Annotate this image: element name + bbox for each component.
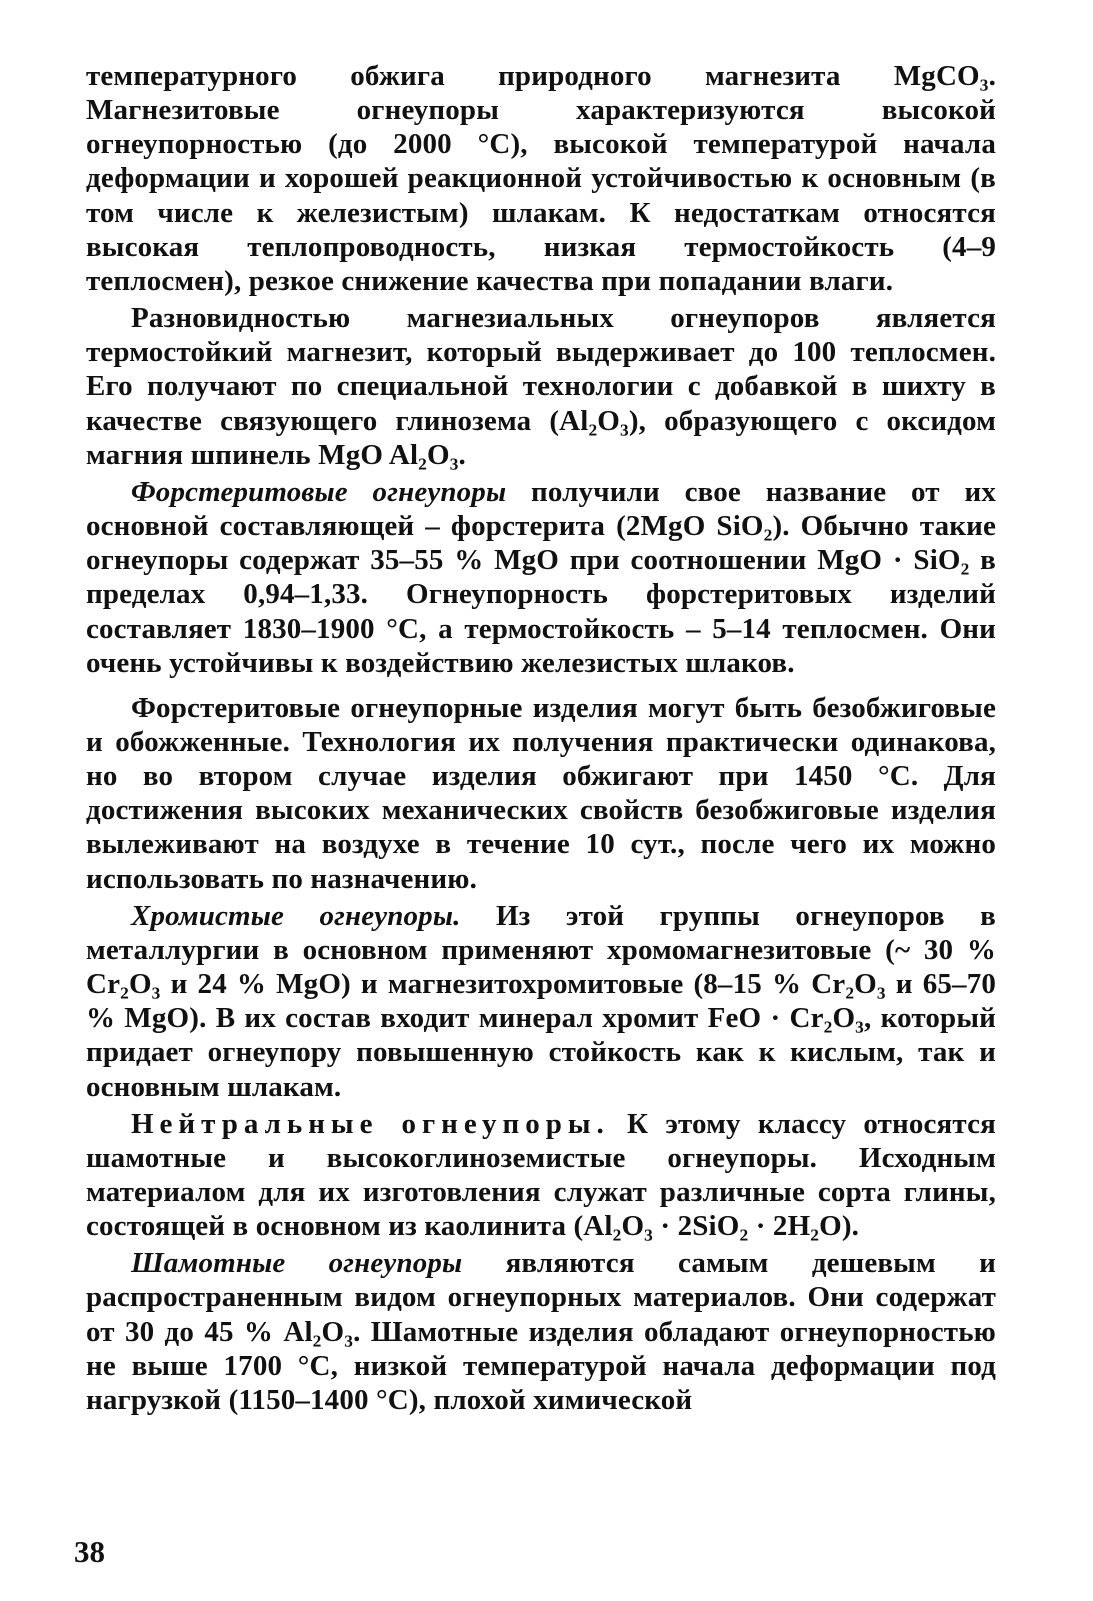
page-number: 38 xyxy=(74,1534,105,1569)
paragraph-forsterite-products xyxy=(86,691,996,896)
term-forsterite: Форстеритовые огнеупоры xyxy=(131,475,507,508)
paragraph-text: Из этой группы огнеупоров в металлургии в основном применяют хромомагнезитовые (~ 30 % Cr₂O₃ и 24 % MgO) и магнезитохромитовые (8–15 % Cr₂O₃ и 65–70 % MgO). В их состав входит минерал хромит FeO · Cr₂O₃, который придает огнеупору повышенную стойкость как к кислым, так и основным шлакам. xyxy=(86,899,996,1103)
term-fireclay: Шамотные огнеупоры xyxy=(131,1247,463,1280)
paragraph-chromium xyxy=(86,899,996,1104)
paragraph-text: являются самым дешевым и распространенным видом огнеупорных материалов. Они содержат от 30 до 45 % Al₂O₃. Шамотные изделия обладают огнеупорностью не выше 1700 °С, низкой температурой начала деформации под нагрузкой (1150–1400 °С), плохой химической xyxy=(86,1247,997,1416)
paragraph-thermostable-magnesite xyxy=(86,301,996,472)
paragraph-text: Разновидностью магнезиальных огнеупоров является термостойкий магнезит, который выдерживает до 100 теплосмен. Его получают по специальной технологии с добавкой в шихту в качестве связующего глинозема (Al₂O₃), образующего с оксидом магния шпинель MgO Al₂O₃. xyxy=(86,302,996,471)
paragraph-text: Форстеритовые огнеупорные изделия могут быть безобжиговые и обожженные. Технология их получения практически одинакова, но во втором случае изделия обжигают при 1450 °С. Для достижения высоких механических свойств безобжиговые изделия вылеживают на воздухе в течение 10 сут., после чего их можно использовать по назначению. xyxy=(86,691,996,895)
paragraph-fireclay xyxy=(86,1246,996,1417)
paragraph-neutral xyxy=(86,1107,996,1244)
paragraph-forsterite xyxy=(86,475,996,680)
paragraph-magnesite-properties xyxy=(86,59,996,298)
body-text xyxy=(86,59,996,1417)
paragraph-text: К этому классу относятся шамотные и высокоглиноземистые огнеупоры. Исходным материалом для их изготовления служат различные сорта глины, состоящей в основном из каолинита (Al₂O₃ · 2SiO₂ · 2H₂O). xyxy=(86,1107,996,1243)
term-neutral: Нейтральные огнеупоры. xyxy=(131,1107,610,1140)
paragraph-text: температурного обжига природного магнезита MgCO₃. Магнезитовые огнеупоры характеризуются высокой огнеупорностью (до 2000 °С), высокой температурой начала деформации и хорошей реакционной устойчивостью к основным (в том числе к железистым) шлакам. К недостаткам относятся высокая теплопроводность, низкая термостойкость (4–9 теплосмен), резкое снижение качества при попадании влаги. xyxy=(86,60,996,297)
paragraph-text: получили свое название от их основной составляющей – форстерита (2MgO SiO₂). Обычно такие огнеупоры содержат 35–55 % MgO при соотношении MgO · SiO₂ в пределах 0,94–1,33. Огнеупорность форстеритовых изделий составляет 1830–1900 °С, а термостойкость – 5–14 теплосмен. Они очень устойчивы к воздействию железистых шлаков. xyxy=(86,475,996,679)
term-chromium: Хромистые огнеупоры. xyxy=(131,899,461,932)
